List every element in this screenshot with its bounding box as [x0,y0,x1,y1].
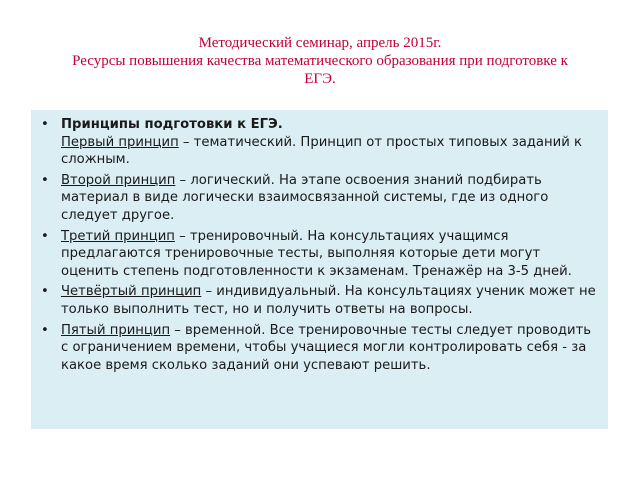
list-item [41,322,600,375]
principle-text: – индивидуальный. На консультациях ученик может не только выполнить тест, но и получить ответы на вопросы. [61,284,596,317]
principle-term: Второй принцип [61,172,176,188]
list-item [41,228,600,281]
principle-term: Пятый принцип [61,322,171,338]
title-line-2: Ресурсы повышения качества математического образования при подготовке к [72,53,568,69]
bullet-icon: • [41,322,49,338]
bullet-icon: • [41,117,49,132]
principle-body [61,134,600,169]
principle-term: Первый принцип [61,134,179,150]
bullet-icon: • [41,172,49,188]
principle-text: – логический. На этапе освоения знаний подбирать материал в виде логически взаимосвязанной системы, где из одного следует другое. [61,172,549,223]
slide-title [20,34,620,88]
bullet-icon: • [41,228,49,244]
list-item [41,283,600,318]
principle-term: Третий принцип [61,228,175,244]
bullet-icon: • [41,284,49,300]
principle-text: – временной. Все тренировочные тесты следует проводить с ограничением времени, чтобы учащиеся могли контролировать себя - за какое время сколько заданий они успевают решить. [61,322,592,373]
list-item [41,116,600,169]
title-line-1: Методический семинар, апрель 2015г. [198,35,442,51]
principle-term: Четвёртый принцип [61,284,202,300]
principle-text: – тренировочный. На консультациях учащимся предлагаются тренировочные тесты, выполняя которые дети могут оценить степень подготовленности к экзаменам. Тренажёр на 3-5 дней. [61,228,572,279]
principles-list [41,116,600,374]
title-line-3: ЕГЭ. [304,71,336,87]
content-box [31,110,608,429]
list-item [41,172,600,225]
principle-text: – тематический. Принцип от простых типовых заданий к сложным. [61,134,582,168]
principles-heading: Принципы подготовки к ЕГЭ. [61,117,283,132]
